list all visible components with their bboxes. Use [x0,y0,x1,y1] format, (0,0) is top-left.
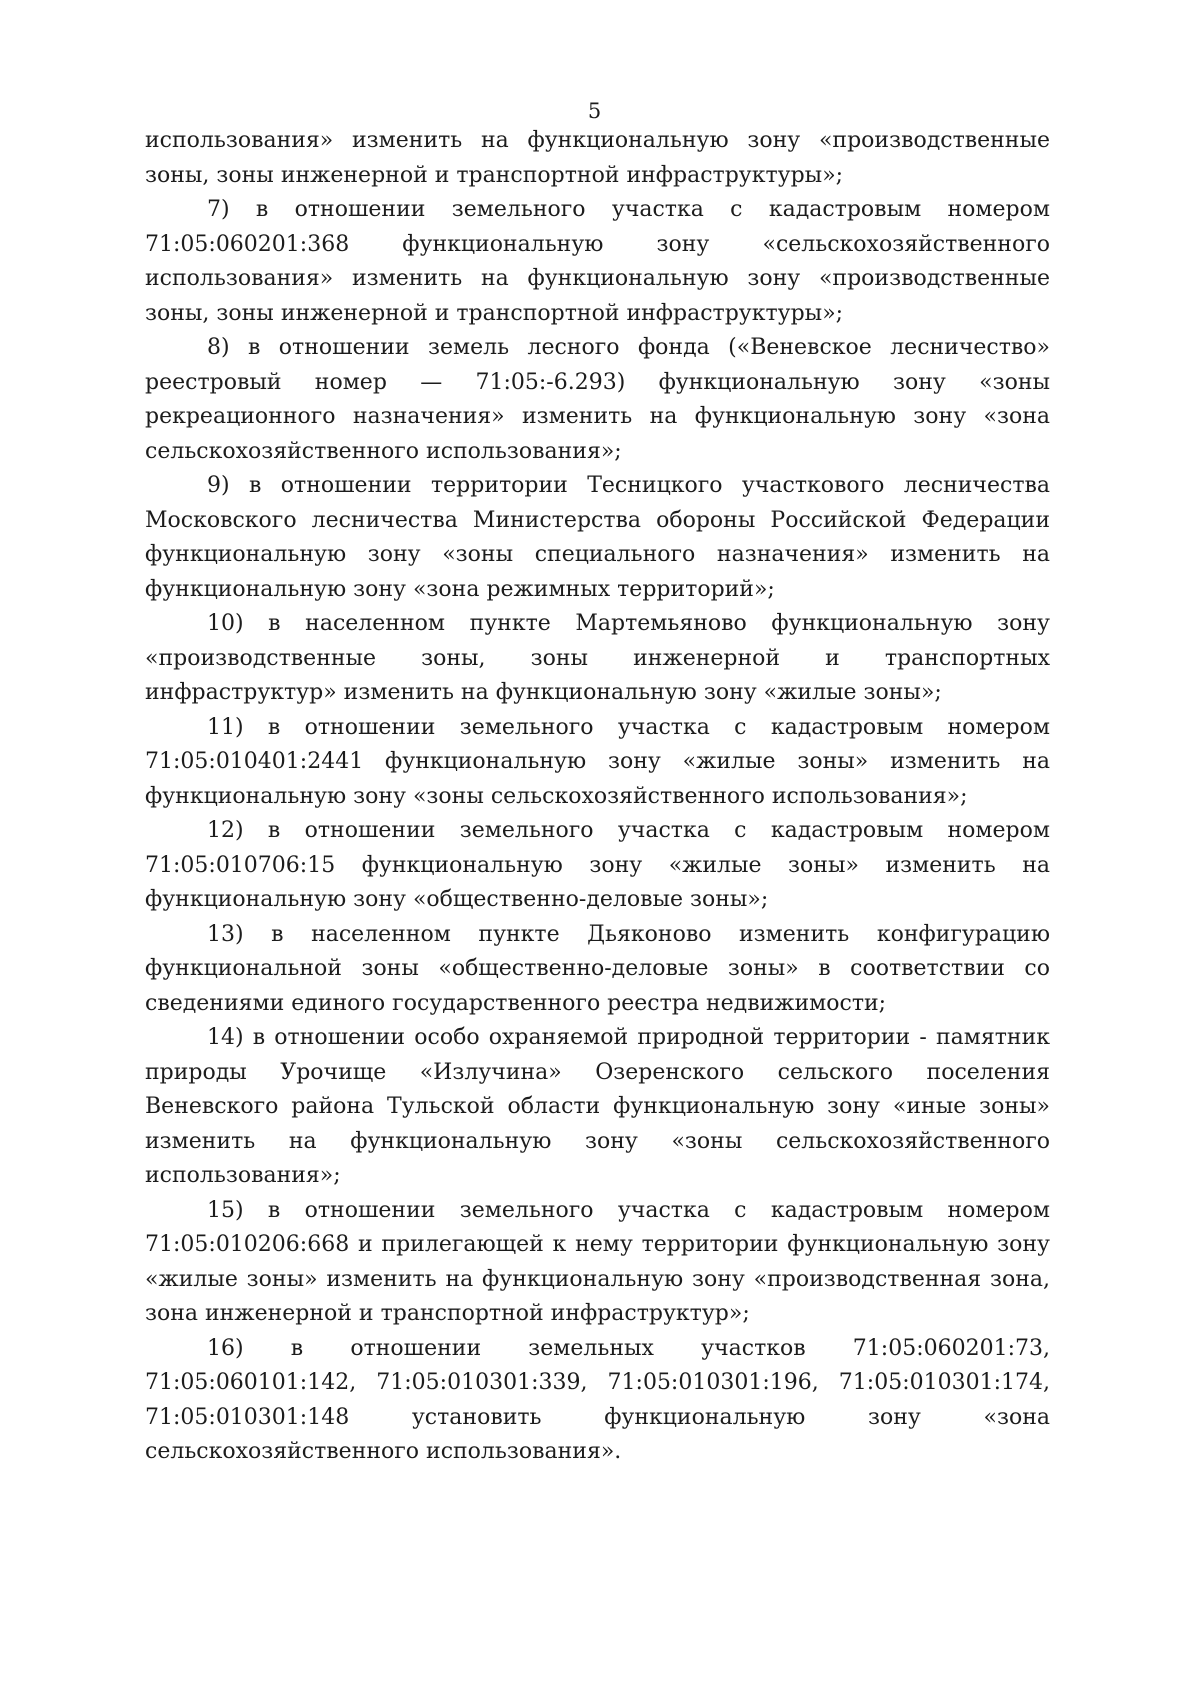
list-item-10: 10) в населенном пункте Мартемьяново функциональную зону «производственные зоны, зоны инженерной и транспортных инфраструктур» изменить на функциональную зону «жилые зоны»; [145,611,1050,705]
list-item-7: 7) в отношении земельного участка с кадастровым номером 71:05:060201:368 функциональную зону «сельскохозяйственного использования» изменить на функциональную зону «производственные зоны, зоны инженерной и транспортной инфраструктуры»; [145,197,1050,326]
list-item-14: 14) в отношении особо охраняемой природной территории - памятник природы Урочище «Излучина» Озеренского сельского поселения Веневского района Тульской области функциональную зону «иные зоны» изменить на функциональную зону «зоны сельскохозяйственного использования»; [145,1025,1050,1188]
document-body [145,124,1050,1470]
list-item-11: 11) в отношении земельного участка с кадастровым номером 71:05:010401:2441 функциональную зону «жилые зоны» изменить на функциональную зону «зоны сельскохозяйственного использования»; [145,714,1050,809]
list-item-12: 12) в отношении земельного участка с кадастровым номером 71:05:010706:15 функциональную зону «жилые зоны» изменить на функциональную зону «общественно-деловые зоны»; [145,818,1050,912]
list-item-15: 15) в отношении земельного участка с кадастровым номером 71:05:010206:668 и прилегающей к нему территории функциональную зону «жилые зоны» изменить на функциональную зону «производственная зона, зона инженерной и транспортной инфраструктур»; [145,1197,1050,1326]
paragraph-continuation: использования» изменить на функциональную зону «производственные зоны, зоны инженерной и транспортной инфраструктуры»; [145,128,1050,188]
page-number: 5 [587,99,602,123]
list-item-13: 13) в населенном пункте Дьяконово изменить конфигурацию функциональной зоны «общественно-деловые зоны» в соответствии со сведениями единого государственного реестра недвижимости; [145,921,1050,1016]
list-item-16: 16) в отношении земельных участков 71:05:060201:73, 71:05:060101:142, 71:05:010301:339, 71:05:010301:196, 71:05:010301:174, 71:05:010301:148 установить функциональную зону «зона сельскохозяйственного использования». [145,1335,1050,1464]
list-item-8: 8) в отношении земель лесного фонда («Веневское лесничество» реестровый номер — 71:05:-6.293) функциональную зону «зоны рекреационного назначения» изменить на функциональную зону «зона сельскохозяйственного использования»; [145,335,1050,464]
list-item-9: 9) в отношении территории Тесницкого участкового лесничества Московского лесничества Министерства обороны Российской Федерации функциональную зону «зоны специального назначения» изменить на функциональную зону «зона режимных территорий»; [145,473,1050,602]
